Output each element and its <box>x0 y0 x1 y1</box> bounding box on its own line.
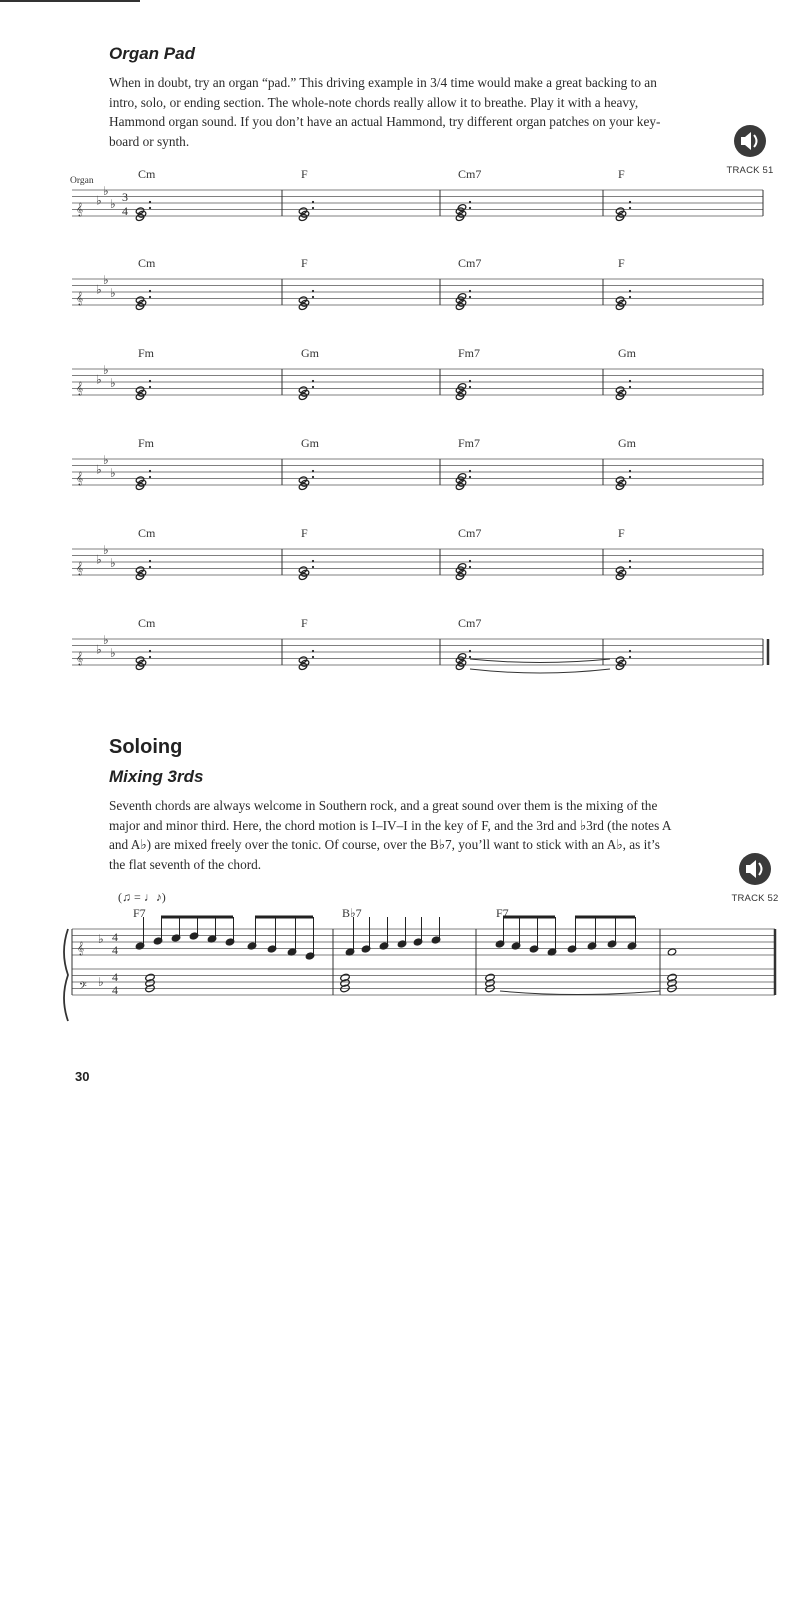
track-label: TRACK 51 <box>726 165 774 176</box>
chord-symbol: Gm <box>618 346 636 360</box>
dot <box>149 380 151 382</box>
notehead <box>135 656 144 664</box>
chord-notes <box>298 201 314 222</box>
dot <box>312 560 314 562</box>
chord-notes <box>298 380 314 401</box>
dot <box>469 476 471 478</box>
treble-clef-icon: 𝄞 <box>76 202 84 216</box>
notehead <box>298 296 307 304</box>
chord-symbol: F <box>301 167 308 181</box>
notehead <box>298 566 307 574</box>
key-signature-flat: ♭ <box>96 372 102 387</box>
dot <box>149 566 151 568</box>
chord-notes <box>615 380 631 401</box>
treble-staff <box>72 929 775 955</box>
chord-notes <box>135 650 151 671</box>
key-signature-flat: ♭ <box>110 465 116 480</box>
dot <box>629 201 631 203</box>
notehead <box>615 476 624 484</box>
dot <box>629 207 631 209</box>
notehead <box>298 656 307 664</box>
treble-clef-icon: 𝄞 <box>77 941 85 955</box>
chord-notes <box>455 201 471 222</box>
chord-symbol: F <box>301 256 308 270</box>
key-signature-flat: ♭ <box>110 196 116 211</box>
dot <box>312 207 314 209</box>
chord-notes <box>135 290 151 311</box>
page-number: 30 <box>75 1069 90 1084</box>
chord-notes <box>298 290 314 311</box>
notehead <box>135 207 144 215</box>
chord-notes <box>135 201 151 222</box>
text-line: and A♭) are mixed freely over the tonic. Of course, over the B♭7, you’ll want to stick with an A♭, as it’s <box>109 837 660 852</box>
chord-notes <box>615 201 631 222</box>
notehead <box>615 656 624 664</box>
chord-symbol: F <box>301 526 308 540</box>
key-signature-flat: ♭ <box>110 285 116 300</box>
dot <box>312 566 314 568</box>
chord-notes <box>298 470 314 491</box>
dot <box>629 470 631 472</box>
chord-symbol: Cm7 <box>458 526 482 540</box>
dot <box>469 650 471 652</box>
subheading-mixing-3rds: Mixing 3rds <box>109 767 204 786</box>
chord-symbol: Gm <box>301 346 319 360</box>
time-signature: 4 <box>112 983 118 997</box>
track-label: TRACK 52 <box>731 893 779 904</box>
chord-symbol: Cm <box>138 256 156 270</box>
dot <box>629 476 631 478</box>
organ-staff <box>72 369 763 395</box>
chord-symbol: Fm <box>138 346 155 360</box>
notehead <box>615 386 624 394</box>
bass-clef-icon: 𝄢 <box>79 980 87 994</box>
text-line: intro, solo, or ending section. The whole-note chords really allow it to breathe. Play it with a heavy, <box>109 94 639 110</box>
time-signature-denominator: 4 <box>122 204 128 218</box>
dot <box>469 470 471 472</box>
notehead <box>298 476 307 484</box>
tie <box>500 991 660 995</box>
text-line: the flat seventh of the chord. <box>109 856 262 872</box>
notehead <box>135 476 144 484</box>
chord-notes <box>455 650 471 671</box>
chord-symbol: Gm <box>301 436 319 450</box>
treble-clef-icon: 𝄞 <box>76 471 84 485</box>
chord-symbol: Cm <box>138 167 156 181</box>
dot <box>149 656 151 658</box>
dot <box>469 386 471 388</box>
dot <box>629 380 631 382</box>
dot <box>149 470 151 472</box>
chord-symbol: F <box>301 616 308 630</box>
dot <box>469 290 471 292</box>
dot <box>469 656 471 658</box>
chord-symbol: Fm7 <box>458 346 481 360</box>
chord-symbol: F7 <box>133 906 146 920</box>
tie <box>470 659 610 663</box>
dot <box>629 566 631 568</box>
notehead <box>135 386 144 394</box>
chord-notes <box>455 470 471 491</box>
chord-symbol: Cm7 <box>458 256 482 270</box>
text-line: Seventh chords are always welcome in Southern rock, and a great sound over them is the mixing of the <box>109 798 658 813</box>
dot <box>469 566 471 568</box>
chord-symbol: F7 <box>496 906 509 920</box>
brace <box>64 929 68 1021</box>
key-signature-flat: ♭ <box>96 282 102 297</box>
time-signature: 4 <box>112 930 118 944</box>
dot <box>149 560 151 562</box>
swing-marking: (♫ = ♩♪) <box>118 890 166 904</box>
chord-notes <box>615 470 631 491</box>
time-signature: 4 <box>112 970 118 984</box>
notehead <box>298 207 307 215</box>
section-heading-organ-pad: Organ Pad <box>109 44 195 63</box>
key-signature-flat: ♭ <box>103 452 109 467</box>
key-signature-flat: ♭ <box>110 555 116 570</box>
text-line: board or synth. <box>109 133 190 149</box>
key-signature-flat: ♭ <box>98 975 104 989</box>
chord-symbol: Fm <box>138 436 155 450</box>
treble-clef-icon: 𝄞 <box>76 291 84 305</box>
chord-notes <box>135 470 151 491</box>
dot <box>629 656 631 658</box>
dot <box>629 386 631 388</box>
key-signature-flat: ♭ <box>96 552 102 567</box>
dot <box>312 650 314 652</box>
dot <box>312 470 314 472</box>
notehead <box>615 566 624 574</box>
text-line: When in doubt, try an organ “pad.” This driving example in 3/4 time would make a great backing to an <box>109 75 657 90</box>
chord-notes <box>615 560 631 581</box>
dot <box>312 476 314 478</box>
key-signature-flat: ♭ <box>110 375 116 390</box>
dot <box>149 476 151 478</box>
dot <box>469 201 471 203</box>
dot <box>149 201 151 203</box>
treble-clef-icon: 𝄞 <box>76 561 84 575</box>
organ-staff <box>72 639 763 665</box>
dot <box>469 296 471 298</box>
dot <box>149 207 151 209</box>
key-signature-flat: ♭ <box>103 272 109 287</box>
text-line: major and minor third. Here, the chord motion is I–IV–I in the key of F, and the 3rd and ♭3rd (the notes A <box>109 817 672 833</box>
treble-clef-icon: 𝄞 <box>76 651 84 665</box>
key-signature-flat: ♭ <box>96 642 102 657</box>
key-signature-flat: ♭ <box>103 362 109 377</box>
dot <box>149 386 151 388</box>
dot <box>312 201 314 203</box>
dot <box>629 290 631 292</box>
chord-notes <box>455 290 471 311</box>
organ-staff <box>72 190 763 216</box>
chord-symbol: Cm7 <box>458 616 482 630</box>
dot <box>312 656 314 658</box>
treble-clef-icon: 𝄞 <box>76 381 84 395</box>
dot <box>312 290 314 292</box>
chord-notes <box>615 290 631 311</box>
chord-notes <box>135 380 151 401</box>
chord-symbol: Gm <box>618 436 636 450</box>
key-signature-flat: ♭ <box>103 632 109 647</box>
dot <box>312 386 314 388</box>
chord-symbol: B♭7 <box>342 906 362 920</box>
key-signature-flat: ♭ <box>96 193 102 208</box>
chord-symbol: F <box>618 256 625 270</box>
organ-staff <box>72 459 763 485</box>
dot <box>629 650 631 652</box>
dot <box>149 650 151 652</box>
dot <box>149 296 151 298</box>
instrument-label: Organ <box>70 176 94 186</box>
tie <box>470 669 610 673</box>
key-signature-flat: ♭ <box>96 462 102 477</box>
section-heading-soloing: Soloing <box>109 736 183 758</box>
text-line: Hammond organ sound. If you don’t have an actual Hammond, try different organ patches on your key- <box>109 114 661 129</box>
chord-notes <box>135 560 151 581</box>
dot <box>629 296 631 298</box>
chord-notes <box>455 380 471 401</box>
dot <box>629 560 631 562</box>
chord-notes <box>298 560 314 581</box>
chord-symbol: Cm7 <box>458 167 482 181</box>
notehead <box>135 296 144 304</box>
time-signature-numerator: 3 <box>122 190 128 204</box>
key-signature-flat: ♭ <box>98 932 104 946</box>
key-signature-flat: ♭ <box>110 645 116 660</box>
organ-staff <box>72 549 763 575</box>
notehead <box>135 566 144 574</box>
dot <box>149 290 151 292</box>
chord-notes <box>455 560 471 581</box>
dot <box>469 380 471 382</box>
chord-symbol: F <box>618 167 625 181</box>
chord-notes <box>298 650 314 671</box>
dot <box>312 296 314 298</box>
time-signature: 4 <box>112 943 118 957</box>
chord-symbol: Fm7 <box>458 436 481 450</box>
chord-symbol: F <box>618 526 625 540</box>
notehead <box>298 386 307 394</box>
chord-notes <box>615 650 631 671</box>
key-signature-flat: ♭ <box>103 542 109 557</box>
key-signature-flat: ♭ <box>103 183 109 198</box>
chord-symbol: Cm <box>138 616 156 630</box>
chord-symbol: Cm <box>138 526 156 540</box>
organ-staff <box>72 279 763 305</box>
dot <box>469 560 471 562</box>
dot <box>312 380 314 382</box>
notehead <box>615 207 624 215</box>
notehead <box>615 296 624 304</box>
dot <box>469 207 471 209</box>
